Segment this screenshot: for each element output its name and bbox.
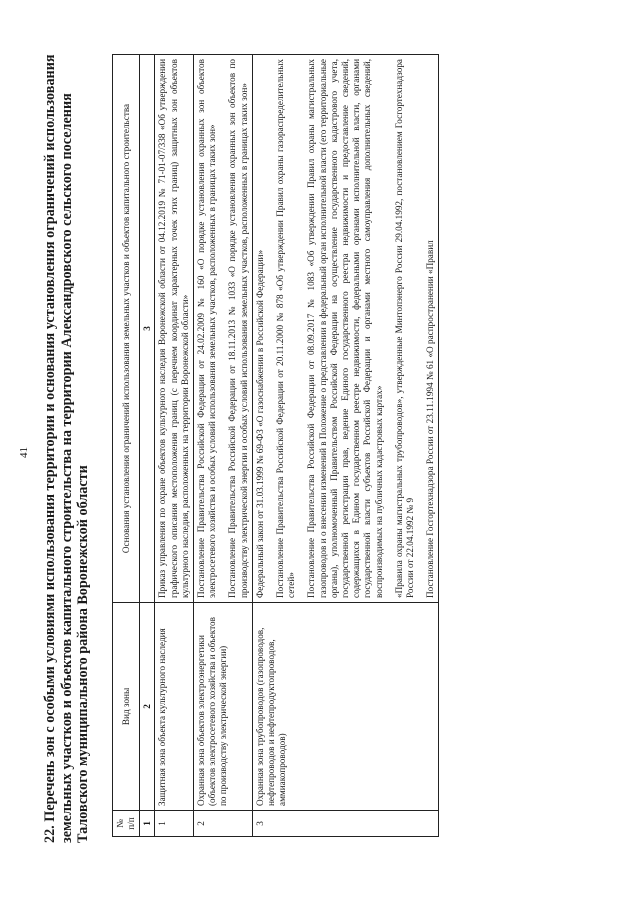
basis-paragraph: Приказ управления по охране объектов культурного наследия Воронежской области от 04.12.2019 № 71-01-07/338 «Об утверждении графического описания местоположения границ (с перечнем координат характерных точек этих границ) защитных зон объектов культурного наследия, расположенных на территории Воронежской области» [157, 59, 190, 598]
basis-paragraph: Постановление Госгортехнадзора России от 23.11.1994 № 61 «О распространении «Правил [425, 240, 436, 598]
zone-basis [194, 55, 253, 603]
basis-paragraph: Постановление Правительства Российской Федерации от 20.11.2000 № 878 «Об утверждении Правил охраны газораспределительных сетей» [275, 59, 297, 598]
column-number: 3 [140, 55, 155, 603]
zones-table [112, 54, 439, 837]
row-number: 3 [252, 811, 439, 837]
zone-type: Охранная зона трубопроводов (газопроводов, нефтепроводов и нефтепродуктопроводов, аммиакопроводов) [252, 603, 439, 811]
zone-type: Защитная зона объекта культурного наследия [155, 603, 194, 811]
table-header-row [113, 55, 140, 837]
table-row [252, 55, 439, 837]
page-number: 41 [18, 447, 30, 458]
table-row [155, 55, 194, 837]
row-number: 1 [155, 811, 194, 837]
header-num: № п/п [113, 811, 140, 837]
basis-paragraph: Постановление Правительства Российской Федерации от 08.09.2017 № 1083 «Об утверждении Правил охраны магистральных газопроводов и о внесении изменений в Положение о представлении в федеральный орган исполнительной власти (его территориальные органы), уполномоченный Правительством Российской Федерации на осуществление государственного кадастрового учета, государственной регистрации прав, ведение Единого государственного реестра недвижимости и предоставление сведений, содержащихся в Едином государственном реестре недвижимости, федеральными органами исполнительной власти, органами государственной власти субъектов Российской Федерации и органами местного самоуправления дополнительных сведений, воспроизводимых на публичных кадастровых картах» [306, 59, 384, 598]
zone-basis [252, 55, 439, 603]
column-number: 2 [140, 603, 155, 811]
row-number: 2 [194, 811, 253, 837]
column-number-row [140, 55, 155, 837]
zone-basis [155, 55, 194, 603]
basis-paragraph: Постановление Правительства Российской Федерации от 18.11.2013 № 1033 «О порядке установления охранных зон объектов по производству электрической энергии и особых условий использования земельных участков, расположенных в границах таких зон» [227, 59, 249, 598]
column-number: 1 [140, 811, 155, 837]
header-zone: Вид зоны [113, 603, 140, 811]
header-basis: Основания установления ограничений использования земельных участков и объектов капитального строительства [113, 55, 140, 603]
basis-paragraph: «Правила охраны магистральных трубопроводов», утвержденные Минтопэнерго России 29.04.1992, постановлением Госгортехнадзора России от 22.04.1992 № 9 [393, 59, 416, 598]
table-row [194, 55, 253, 837]
basis-paragraph: Федеральный закон от 31.03.1999 № 69-ФЗ «О газоснабжении в Российской Федерации» [254, 249, 265, 598]
document-heading: 22. Перечень зон с особыми условиями использования территории и основания установления ограничений использования земельных участков и объектов капитального строительства на территории Александровского сельского поселения Таловского муниципального района Воронежской области [42, 54, 91, 843]
zone-type: Охранная зона объектов электроэнергетики (объектов электросетевого хозяйства и объектов по производству электрической энергии) [194, 603, 253, 811]
basis-paragraph: Постановление Правительства Российской Федерации от 24.02.2009 № 160 «О порядке установления охранных зон объектов электросетевого хозяйства и особых условий использования земельных участков, расположенных в границах таких зон» [196, 59, 218, 598]
